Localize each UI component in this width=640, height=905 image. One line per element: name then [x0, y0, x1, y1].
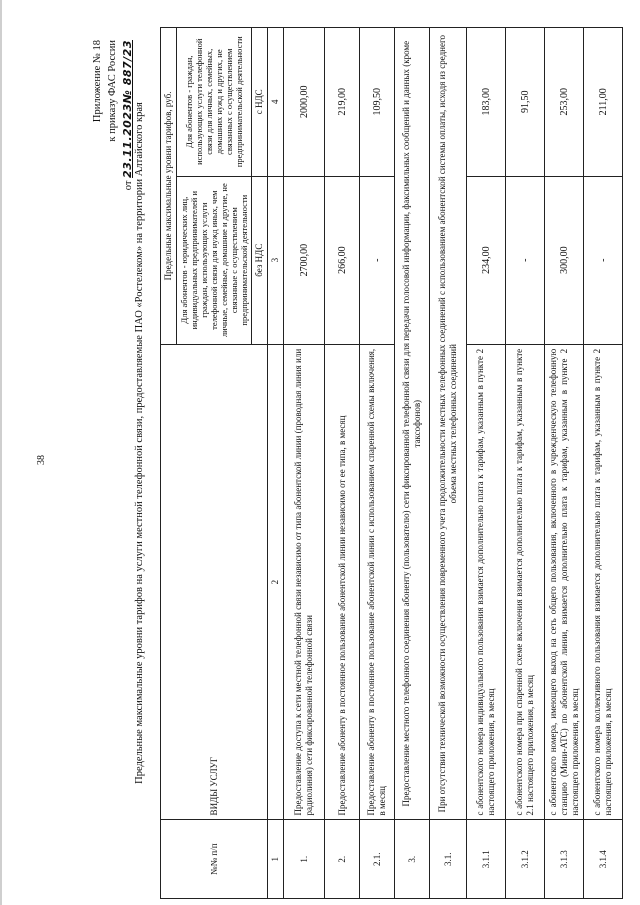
column-index: 1 — [268, 820, 284, 899]
column-index: 4 — [268, 28, 284, 177]
appendix-line-2: к приказу ФАС России — [107, 40, 118, 142]
table-row — [325, 28, 360, 899]
tariff-value-legal: - — [360, 176, 395, 344]
table-row — [360, 28, 395, 899]
tariff-table — [160, 27, 623, 899]
section-heading: При отсутствии технической возможности осуществления повременного учета продолжительности местных телефонных соединений с использованием абонентской системы оплаты, исходя из среднего объема местных телефонных соединений — [430, 28, 467, 820]
appendix-date-prefix: от — [123, 180, 134, 191]
tariff-value-citizens: 91,50 — [506, 28, 545, 177]
row-number: 3.1.2 — [506, 820, 545, 899]
header-number: №№ п/п — [161, 820, 268, 899]
table-row — [284, 28, 325, 899]
appendix-header — [90, 40, 136, 190]
table-row — [584, 28, 623, 899]
header-vat-excluded: без НДС — [252, 176, 268, 344]
row-number: 3.1.3 — [545, 820, 584, 899]
tariff-value-citizens: 183,00 — [467, 28, 506, 177]
tariff-value-citizens: 2000,00 — [284, 28, 325, 177]
header-services: ВИДЫ УСЛУГ — [161, 344, 268, 820]
tariff-value-citizens: 219,00 — [325, 28, 360, 177]
tariff-value-citizens: 109,50 — [360, 28, 395, 177]
table-row — [545, 28, 584, 899]
tariff-value-citizens: 211,00 — [584, 28, 623, 177]
tariff-value-legal: 266,00 — [325, 176, 360, 344]
tariff-value-legal: 2700,00 — [284, 176, 325, 344]
header-vat-included: с НДС — [252, 28, 268, 177]
table-row — [467, 28, 506, 899]
appendix-line-1: Приложение № 18 — [92, 40, 103, 123]
service-description: с абонентского номера индивидуального пользования взимается дополнительно плата к тарифам, указанным в пункте 2 настоящего приложения, в месяц — [467, 344, 506, 820]
row-number: 1. — [284, 820, 325, 899]
tariff-value-legal: - — [584, 176, 623, 344]
column-index: 3 — [268, 176, 284, 344]
row-number: 3.1.4 — [584, 820, 623, 899]
row-number: 3.1. — [430, 820, 467, 899]
service-description: Предоставление абоненту в постоянное пользование абонентской линии с использованием спаренной схемы включения, в месяц — [360, 344, 395, 820]
header-levels: Предельные максимальные уровни тарифов, руб. — [161, 28, 177, 345]
service-description: с абонентского номера при спаренной схеме включения взимается дополнительно плата к тарифам, указанным в пункте 2.1 настоящего приложения, в месяц — [506, 344, 545, 820]
page-number: 38 — [36, 455, 47, 465]
row-number: 2.1. — [360, 820, 395, 899]
header-category-citizens: Для абонентов - граждан, использующих услуги телефонной связи для личных, семейных, домашних нужд и других, не связанных с осуществлением предпринимательской деятельности — [177, 28, 252, 177]
tariff-value-legal: 234,00 — [467, 176, 506, 344]
section-row — [430, 28, 467, 899]
service-description: с абонентского номера, имеющего выход на сеть общего пользования, включенного в учрежденческую телефонную станцию (Мини-АТС) по абонентской линии, взимается дополнительно плата к тарифам, указанным в пункте 2 настоящего приложения, в месяц — [545, 344, 584, 820]
service-description: Предоставление абоненту в постоянное пользование абонентской линии независимо от ее типа, в месяц — [325, 344, 360, 820]
column-index: 2 — [268, 344, 284, 820]
row-number: 2. — [325, 820, 360, 899]
tariff-value-citizens: 253,00 — [545, 28, 584, 177]
column-index-row — [268, 28, 284, 899]
row-number: 3.1.1 — [467, 820, 506, 899]
service-description: Предоставление доступа к сети местной телефонной связи независимо от типа абонентской линии (проводная линия или радиолиния) сети фиксированной телефонной связи — [284, 344, 325, 820]
table-header-row — [161, 28, 177, 899]
tariff-value-legal: 300,00 — [545, 176, 584, 344]
section-heading: Предоставление местного телефонного соединения абоненту (пользователю) сети фиксированной телефонной связи для передачи голосовой информации, факсимильных сообщений и данных (кроме таксофонов) — [395, 28, 430, 820]
table-row — [506, 28, 545, 899]
tariff-value-legal: - — [506, 176, 545, 344]
header-category-legal: Для абонентов - юридических лиц, индивидуальных предпринимателей и граждан, использующих услуги телефонной связи для нужд иных, чем личные, семейные, домашние и другие, не связанные с осуществлением предпринимательской деятельности — [177, 176, 252, 344]
service-description: с абонентского номера коллективного пользования взимается дополнительно плата к тарифам, указанным в пункте 2 настоящего приложения, в месяц — [584, 344, 623, 820]
document-title: Предельные максимальные уровни тарифов на услуги местной телефонной связи, предоставляемые ПАО «Ростелеком» на территории Алтайского края — [134, 102, 145, 784]
row-number: 3. — [395, 820, 430, 899]
section-row — [395, 28, 430, 899]
handwritten-date-number: 23.11.2023№ 887/23 — [121, 40, 134, 178]
